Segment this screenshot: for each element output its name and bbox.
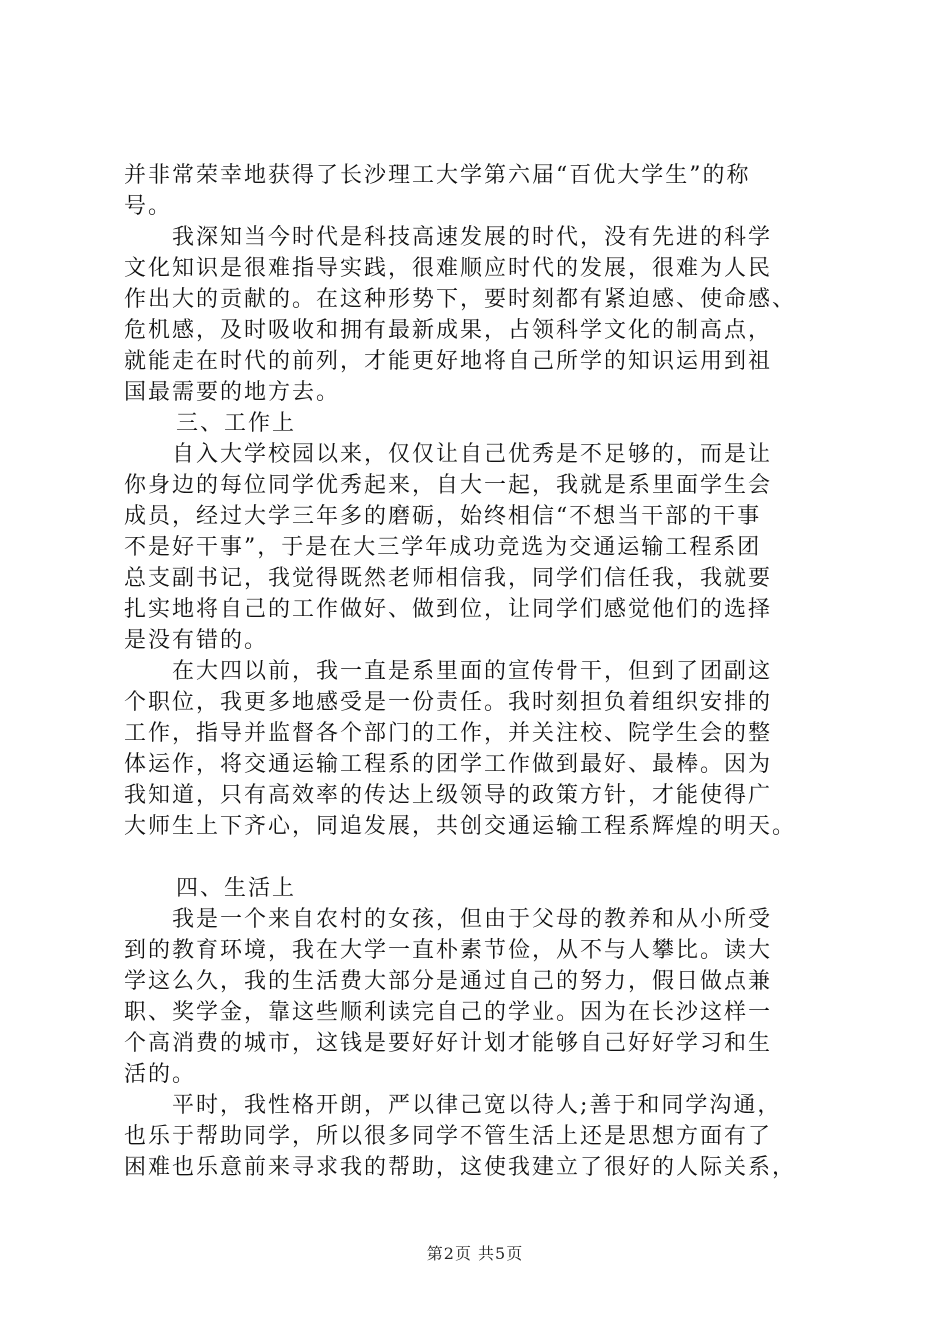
text-line: 作出大的贡献的。在这种形势下，要时刻都有紧迫感、使命感、 — [124, 287, 797, 312]
text-line: 困难也乐意前来寻求我的帮助，这使我建立了很好的人际关系， — [124, 1155, 797, 1180]
text-line: 我知道，只有高效率的传达上级领导的政策方针，才能使得广 — [124, 783, 773, 808]
paragraph — [124, 439, 830, 656]
text-line: 职、奖学金，靠这些顺利读完自己的学业。因为在长沙这样一 — [124, 1000, 773, 1025]
text-line: 个职位，我更多地感受是一份责任。我时刻担负着组织安排的 — [124, 690, 773, 715]
text-line: 成员，经过大学三年多的磨砺，始终相信“不想当干部的干事 — [124, 504, 762, 529]
body-text — [124, 160, 830, 1183]
text-line: 平时，我性格开朗，严以律己宽以待人;善于和同学沟通， — [172, 1093, 782, 1118]
text-line: 体运作，将交通运输工程系的团学工作做到最好、最棒。因为 — [124, 752, 773, 777]
paragraph — [124, 656, 830, 842]
paragraph — [124, 160, 830, 222]
text-line: 是没有错的。 — [124, 628, 269, 653]
section-heading: 四、生活上 — [176, 876, 297, 901]
page-number-footer: 第2页 共5页 — [426, 1244, 524, 1263]
text-line: 国最需要的地方去。 — [124, 380, 341, 405]
text-line: 大师生上下齐心，同追发展，共创交通运输工程系辉煌的明天。 — [124, 814, 797, 839]
text-line: 不是好干事”，于是在大三学年成功竞选为交通运输工程系团 — [124, 535, 762, 560]
text-line: 就能走在时代的前列，才能更好地将自己所学的知识运用到祖 — [124, 349, 773, 374]
text-line: 文化知识是很难指导实践，很难顺应时代的发展，很难为人民 — [124, 256, 773, 281]
text-line: 并非常荣幸地获得了长沙理工大学第六届“百优大学生”的称 — [124, 163, 751, 188]
section-heading: 三、工作上 — [176, 411, 297, 436]
text-line: 到的教育环境，我在大学一直朴素节俭，从不与人攀比。读大 — [124, 938, 773, 963]
text-line: 你身边的每位同学优秀起来，自大一起，我就是系里面学生会 — [124, 473, 773, 498]
paragraph — [124, 222, 830, 408]
text-line: 在大四以前，我一直是系里面的宣传骨干，但到了团副这 — [172, 659, 773, 684]
text-line: 危机感，及时吸收和拥有最新成果，占领科学文化的制高点， — [124, 318, 773, 343]
text-line: 我深知当今时代是科技高速发展的时代，没有先进的科学 — [172, 225, 773, 250]
text-line: 扎实地将自己的工作做好、做到位，让同学们感觉他们的选择 — [124, 597, 773, 622]
paragraph — [124, 904, 830, 1090]
text-line: 个高消费的城市，这钱是要好好计划才能够自己好好学习和生 — [124, 1031, 773, 1056]
blank-line — [124, 842, 830, 873]
text-line: 活的。 — [124, 1062, 197, 1087]
paragraph — [124, 1090, 830, 1183]
text-line: 总支副书记，我觉得既然老师相信我，同学们信任我，我就要 — [124, 566, 773, 591]
text-line: 学这么久，我的生活费大部分是通过自己的努力，假日做点兼 — [124, 969, 773, 994]
text-line: 自入大学校园以来，仅仅让自己优秀是不足够的，而是让 — [172, 442, 773, 467]
text-line: 号。 — [124, 194, 173, 219]
text-line: 工作，指导并监督各个部门的工作，并关注校、院学生会的整 — [124, 721, 773, 746]
text-line: 也乐于帮助同学，所以很多同学不管生活上还是思想方面有了 — [124, 1124, 773, 1149]
text-line: 我是一个来自农村的女孩，但由于父母的教养和从小所受 — [172, 907, 773, 932]
